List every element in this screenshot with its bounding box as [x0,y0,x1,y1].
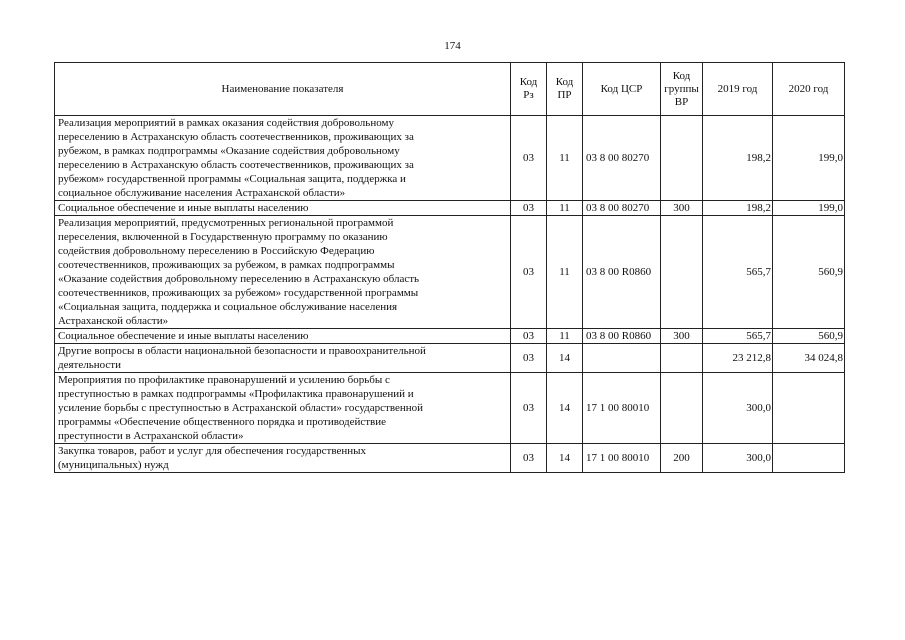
row-name-line: программы «Обеспечение общественного порядка и противодействие [58,416,387,428]
row-name-line: Реализация мероприятий в рамках оказания содействия добровольному [58,117,394,129]
row-name-line: Социальное обеспечение и иные выплаты населению [58,330,309,342]
table-row [55,444,845,473]
row-name-line: «Оказание содействия добровольному переселению в Астраханскую область [58,273,420,285]
header-2019: 2019 год [703,63,773,116]
page-number: 174 [444,40,461,52]
row-2020 [773,373,845,444]
row-name-line: содействия добровольному переселению в Российскую Федерацию [58,245,375,257]
row-name [55,116,511,201]
row-2020: 199,0 [773,116,845,201]
row-rz: 03 [511,116,547,201]
row-name-line: (муниципальных) нужд [58,459,169,471]
row-csr: 03 8 00 80270 [583,116,661,201]
row-pr: 11 [547,201,583,216]
row-name-line: Реализация мероприятий, предусмотренных региональной программой [58,217,394,229]
row-rz: 03 [511,216,547,329]
row-vr: 300 [661,201,703,216]
row-csr: 03 8 00 R0860 [583,216,661,329]
row-name [55,201,511,216]
row-vr [661,216,703,329]
header-rz [511,63,547,116]
row-name-line: соотечественников, проживающих за рубежом, в рамках подпрограммы [58,259,395,271]
row-pr: 11 [547,216,583,329]
row-2020: 560,9 [773,216,845,329]
row-name-line: деятельности [58,359,121,371]
header-vr-line: группы [664,82,699,95]
row-2020: 560,9 [773,329,845,344]
table-body [55,116,845,473]
row-name [55,444,511,473]
row-pr: 14 [547,373,583,444]
row-name [55,329,511,344]
row-name-line: переселению в Астраханскую область соотечественников, проживающих за [58,159,414,171]
table-row [55,216,845,329]
row-rz: 03 [511,373,547,444]
row-pr: 11 [547,329,583,344]
row-rz: 03 [511,201,547,216]
row-name-line: переселению в Астраханскую область соотечественников, проживающих за [58,131,414,143]
header-pr-line: ПР [557,89,572,101]
row-name-line: социальное обслуживание населения Астраханской области» [58,187,346,199]
row-vr [661,344,703,373]
header-name: Наименование показателя [55,63,511,116]
row-vr: 200 [661,444,703,473]
row-name [55,344,511,373]
row-rz: 03 [511,329,547,344]
row-2020: 199,0 [773,201,845,216]
row-name-line: рубежом» государственной программы «Социальная защита, поддержка и [58,173,406,185]
row-2019: 565,7 [703,216,773,329]
row-name-line: Мероприятия по профилактике правонарушений и усилению борьбы с [58,374,390,386]
row-2020 [773,444,845,473]
row-name-line: преступностью в рамках подпрограммы «Профилактика правонарушений и [58,388,414,400]
row-name [55,216,511,329]
table-row [55,116,845,201]
row-2019: 198,2 [703,201,773,216]
row-name-line: рубежом, в рамках подпрограммы «Оказание содействия добровольному [58,145,400,157]
row-name-line: соотечественников, проживающих за рубежом» государственной программы [58,287,419,299]
row-name-line: переселения, включенной в Государственную программу по оказанию [58,231,388,243]
row-2019: 565,7 [703,329,773,344]
header-vr [661,63,703,116]
row-rz: 03 [511,444,547,473]
row-2019: 198,2 [703,116,773,201]
row-2019: 23 212,8 [703,344,773,373]
header-rz-line: Рз [523,89,534,101]
row-csr: 17 1 00 80010 [583,373,661,444]
table-row [55,201,845,216]
row-csr: 03 8 00 R0860 [583,329,661,344]
row-name-line: Астраханской области» [58,315,169,327]
row-pr: 14 [547,344,583,373]
row-name-line: Социальное обеспечение и иные выплаты населению [58,202,309,214]
header-csr: Код ЦСР [583,63,661,116]
table-row [55,329,845,344]
row-csr: 03 8 00 80270 [583,201,661,216]
row-vr: 300 [661,329,703,344]
header-pr [547,63,583,116]
row-vr [661,373,703,444]
header-rz-line: Код [519,76,538,88]
header-vr-line: Код [672,69,691,82]
row-name-line: Другие вопросы в области национальной безопасности и правоохранительной [58,345,426,357]
row-name-line: усиление борьбы с преступностью в Астраханской области» государственной [58,402,424,414]
row-csr: 17 1 00 80010 [583,444,661,473]
row-name-line: «Социальная защита, поддержка и социальное обслуживание населения [58,301,398,313]
row-2020: 34 024,8 [773,344,845,373]
row-pr: 11 [547,116,583,201]
header-2020: 2020 год [773,63,845,116]
row-pr: 14 [547,444,583,473]
table-header-row [55,63,845,116]
row-2019: 300,0 [703,373,773,444]
table-row [55,344,845,373]
row-rz: 03 [511,344,547,373]
row-2019: 300,0 [703,444,773,473]
row-csr [583,344,661,373]
row-name-line: преступности в Астраханской области» [58,430,244,442]
row-name [55,373,511,444]
budget-table [54,62,845,473]
row-name-line: Закупка товаров, работ и услуг для обеспечения государственных [58,445,367,457]
row-vr [661,116,703,201]
header-vr-line: ВР [674,95,689,108]
header-pr-line: Код [555,76,574,88]
table-row [55,373,845,444]
